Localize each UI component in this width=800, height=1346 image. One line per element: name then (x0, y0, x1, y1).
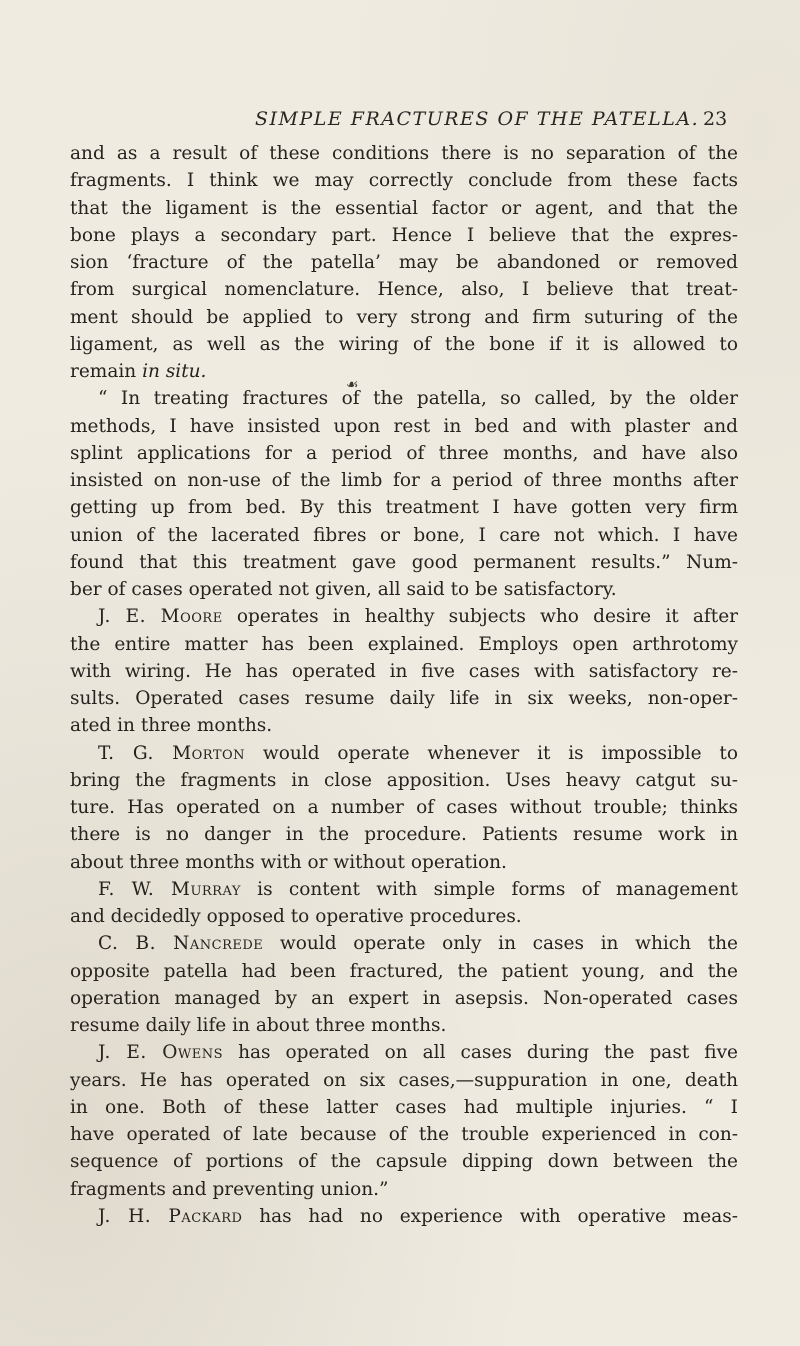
line-text: has had no experience with operative meas- (242, 1205, 739, 1227)
line-text: in one. Both of these latter cases had multiple injuries. “ I (70, 1096, 738, 1118)
text-line (70, 1094, 738, 1121)
text-line (70, 821, 738, 848)
text-line (70, 603, 738, 630)
author-name: J. E. Owens (98, 1042, 224, 1064)
body-text (70, 140, 738, 1230)
printer-ornament-icon: ☙ (346, 377, 359, 393)
line-text: sults. Operated cases resume daily life in six weeks, non-oper- (70, 688, 738, 709)
page-number: 23 (703, 108, 728, 130)
text-line (70, 876, 738, 903)
line-text: splint applications for a period of three months, and have also (70, 442, 738, 464)
text-line (70, 276, 738, 303)
running-title: SIMPLE FRACTURES OF THE PATELLA. (255, 108, 700, 130)
line-text: ture. Has operated on a number of cases without trouble; thinks (70, 797, 738, 818)
text-line (70, 331, 738, 358)
line-text: ment should be applied to very strong and firm suturing of the (70, 306, 738, 328)
line-text: ligament, as well as the wiring of the bone if it is allowed to (70, 333, 738, 355)
line-text: that the ligament is the essential factor or agent, and that the (70, 197, 738, 219)
author-name: J. H. Packard (98, 1205, 243, 1227)
line-text: and as a result of these conditions there is no separation of the (70, 143, 738, 164)
line-text: would operate only in cases in which the (263, 933, 739, 955)
line-text: operates in healthy subjects who desire it after (222, 606, 738, 628)
line-text: from surgical nomenclature. Hence, also, I believe that treat- (70, 279, 738, 301)
line-text: has operated on all cases during the past five (223, 1042, 738, 1064)
text-line (70, 849, 738, 876)
line-text: fragments and preventing union.” (70, 1178, 389, 1200)
text-line (70, 930, 738, 957)
text-line (70, 1176, 738, 1203)
line-text: methods, I have insisted upon rest in bed and with plaster and (70, 415, 738, 437)
line-text: found that this treatment gave good permanent results.” Num- (70, 551, 738, 573)
text-line (70, 494, 738, 521)
text-line (70, 413, 738, 440)
text-line (70, 794, 738, 821)
text-line (70, 1039, 738, 1066)
italic-phrase: in situ. (142, 361, 207, 382)
line-text: the entire matter has been explained. Employs open arthrotomy (70, 633, 738, 655)
text-line (70, 140, 738, 167)
line-text: have operated of late because of the trouble experienced in con- (70, 1124, 738, 1145)
line-text: sion ‘fracture of the patella’ may be abandoned or removed (70, 252, 738, 273)
text-line (70, 440, 738, 467)
line-text: ated in three months. (70, 715, 273, 737)
text-line (70, 576, 738, 603)
text-line (70, 1067, 738, 1094)
line-text: “ In treating fractures of the patella, so called, by the older (98, 388, 738, 410)
text-line (70, 304, 738, 331)
text-line (70, 195, 738, 222)
line-text: is content with simple forms of management (240, 878, 738, 900)
author-name: T. G. Morton (98, 742, 246, 764)
text-line (70, 358, 738, 385)
text-line (70, 985, 738, 1012)
text-line (70, 1012, 738, 1039)
text-line (70, 712, 738, 739)
line-text: there is no danger in the procedure. Patients resume work in (70, 824, 738, 846)
text-line (70, 685, 738, 712)
line-text: and decidedly opposed to operative procedures. (70, 906, 522, 927)
line-text: insisted on non-use of the limb for a period of three months after (70, 470, 738, 491)
text-line (70, 549, 738, 576)
line-text: fragments. I think we may correctly conclude from these facts (70, 170, 738, 192)
line-text: bring the fragments in close apposition. Uses heavy catgut su- (70, 769, 738, 791)
text-line (70, 1121, 738, 1148)
text-line (70, 658, 738, 685)
text-line (70, 385, 738, 412)
text-line (70, 958, 738, 985)
text-line (70, 467, 738, 494)
line-text: sequence of portions of the capsule dipping down between the (70, 1151, 738, 1173)
line-text: with wiring. He has operated in five cases with satisfactory re- (70, 660, 738, 682)
author-name: C. B. Nancrede (98, 933, 264, 955)
line-text: remain (70, 361, 143, 382)
author-name: J. E. Moore (98, 606, 223, 628)
author-name: F. W. Murray (98, 878, 241, 900)
text-line (70, 249, 738, 276)
text-line (70, 1148, 738, 1175)
line-text: union of the lacerated fibres or bone, I care not which. I have (70, 524, 738, 546)
text-line (70, 903, 738, 930)
text-line (70, 222, 738, 249)
text-line (70, 740, 738, 767)
line-text: opposite patella had been fractured, the patient young, and the (70, 960, 738, 982)
line-text: bone plays a secondary part. Hence I believe that the expres- (70, 224, 738, 246)
text-line (70, 167, 738, 194)
line-text: getting up from bed. By this treatment I have gotten very firm (70, 497, 738, 519)
line-text: would operate whenever it is impossible to (245, 742, 738, 764)
line-text: years. He has operated on six cases,—suppuration in one, death (70, 1069, 738, 1091)
text-line (70, 1203, 738, 1230)
text-line (70, 631, 738, 658)
line-text: operation managed by an expert in asepsis. Non-operated cases (70, 987, 738, 1009)
line-text: resume daily life in about three months. (70, 1015, 447, 1036)
text-line (70, 767, 738, 794)
text-line (70, 522, 738, 549)
line-text: ber of cases operated not given, all said to be satisfactory. (70, 579, 617, 600)
line-text: about three months with or without operation. (70, 851, 507, 873)
